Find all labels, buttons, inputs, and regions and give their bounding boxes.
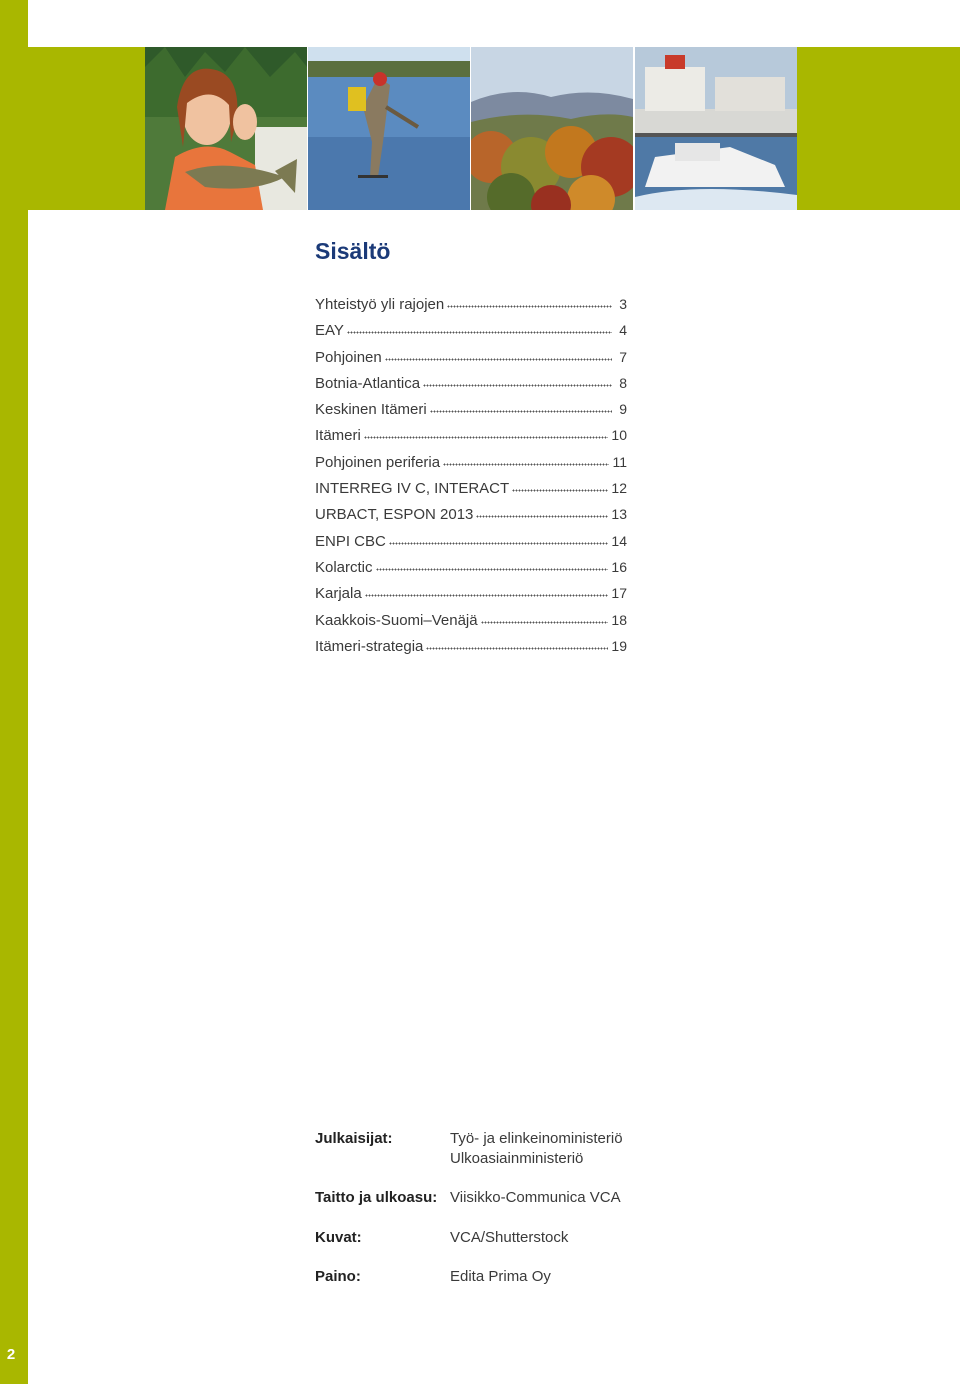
page-number: 2	[6, 1346, 16, 1363]
credit-label: Julkaisijat:	[315, 1130, 393, 1147]
toc-entry-label: Pohjoinen	[315, 348, 382, 366]
toc-entry[interactable]	[315, 454, 627, 480]
toc-leader-dots	[426, 647, 608, 650]
toc-leader-dots	[443, 463, 609, 466]
credit-label: Taitto ja ulkoasu:	[315, 1189, 438, 1206]
toc-entry-page: 17	[611, 585, 627, 602]
toc-leader-dots	[347, 331, 612, 334]
credit-printing	[315, 1267, 715, 1289]
toc-entry-page: 4	[619, 322, 627, 339]
toc-entry-label: Kolarctic	[315, 558, 373, 576]
photo-ice-skater	[308, 47, 470, 210]
toc-entry-page: 3	[619, 296, 627, 312]
toc-entry-label: EAY	[315, 322, 344, 340]
toc-entry[interactable]	[315, 296, 627, 322]
toc-leader-dots	[423, 384, 612, 387]
toc-entry-page: 18	[611, 611, 627, 628]
toc-leader-dots	[389, 542, 609, 545]
toc-leader-dots	[385, 358, 612, 361]
toc-entry[interactable]	[315, 427, 627, 453]
toc-leader-dots	[364, 436, 609, 439]
toc-entry-label: Pohjoinen periferia	[315, 453, 441, 471]
toc-entry-label: Botnia-Atlantica	[315, 374, 421, 392]
toc-entry-label: Itämeri	[315, 427, 361, 445]
toc-entry[interactable]	[315, 349, 627, 375]
toc-leader-dots	[365, 594, 609, 597]
toc-leader-dots	[376, 568, 609, 571]
toc-leader-dots	[476, 515, 608, 518]
toc-leader-dots	[512, 489, 608, 492]
toc-entry-page: 16	[611, 558, 627, 575]
credit-layout	[315, 1188, 715, 1228]
credit-label: Kuvat:	[315, 1228, 362, 1246]
toc-entry-label: Karjala	[315, 585, 362, 603]
toc-entry[interactable]	[315, 480, 627, 506]
toc-entry-label: ENPI CBC	[315, 532, 386, 550]
toc-entry-label: Keskinen Itämeri	[315, 401, 427, 419]
toc-entry[interactable]	[315, 506, 627, 532]
header-band-right	[797, 47, 960, 210]
toc-entry-page: 10	[611, 427, 627, 444]
toc-entry[interactable]	[315, 585, 627, 611]
toc-entry[interactable]	[315, 375, 627, 401]
credit-value: Viisikko-Communica VCA	[450, 1189, 621, 1206]
toc-entry[interactable]	[315, 612, 627, 638]
credit-value: VCA/Shutterstock	[450, 1228, 569, 1246]
publication-credits	[315, 1129, 715, 1289]
credit-images	[315, 1228, 715, 1268]
photo-ship-and-boat	[635, 47, 797, 210]
credit-publishers	[315, 1129, 715, 1188]
toc-entry-page: 12	[611, 480, 627, 497]
toc-entry-page: 8	[619, 374, 627, 391]
credit-value: Työ- ja elinkeinoministeriö	[450, 1130, 623, 1147]
toc-entry-label: Yhteistyö yli rajojen	[315, 296, 445, 313]
toc-entry-label: Itämeri-strategia	[315, 637, 424, 655]
side-accent-bar	[0, 0, 28, 1384]
toc-entry[interactable]	[315, 401, 627, 427]
toc-title: Sisältö	[315, 238, 391, 264]
toc-leader-dots	[430, 410, 612, 413]
photo-woman-with-fish	[145, 47, 307, 210]
photo-autumn-forest	[471, 47, 633, 210]
toc-entry-label: Kaakkois-Suomi–Venäjä	[315, 611, 478, 629]
credit-label: Paino:	[315, 1268, 361, 1285]
toc-entry-page: 14	[611, 532, 627, 549]
toc-entry-label: INTERREG IV C, INTERACT	[315, 480, 510, 498]
toc-entry-page: 13	[611, 506, 627, 523]
toc-entry-page: 11	[612, 453, 627, 470]
toc-leader-dots	[447, 305, 612, 308]
credit-value: Edita Prima Oy	[450, 1268, 551, 1285]
toc-entry-page: 19	[611, 637, 627, 654]
toc-entry[interactable]	[315, 533, 627, 559]
toc-entry-label: URBACT, ESPON 2013	[315, 506, 474, 524]
toc-entry[interactable]	[315, 559, 627, 585]
toc-leader-dots	[481, 621, 609, 624]
header-band-left	[28, 47, 145, 210]
toc-entry[interactable]	[315, 638, 627, 664]
credit-value: Ulkoasiainministeriö	[450, 1150, 584, 1167]
toc-entry-page: 7	[619, 348, 627, 365]
toc-entry-page: 9	[619, 401, 627, 418]
toc-entry[interactable]	[315, 322, 627, 348]
table-of-contents	[315, 296, 627, 664]
